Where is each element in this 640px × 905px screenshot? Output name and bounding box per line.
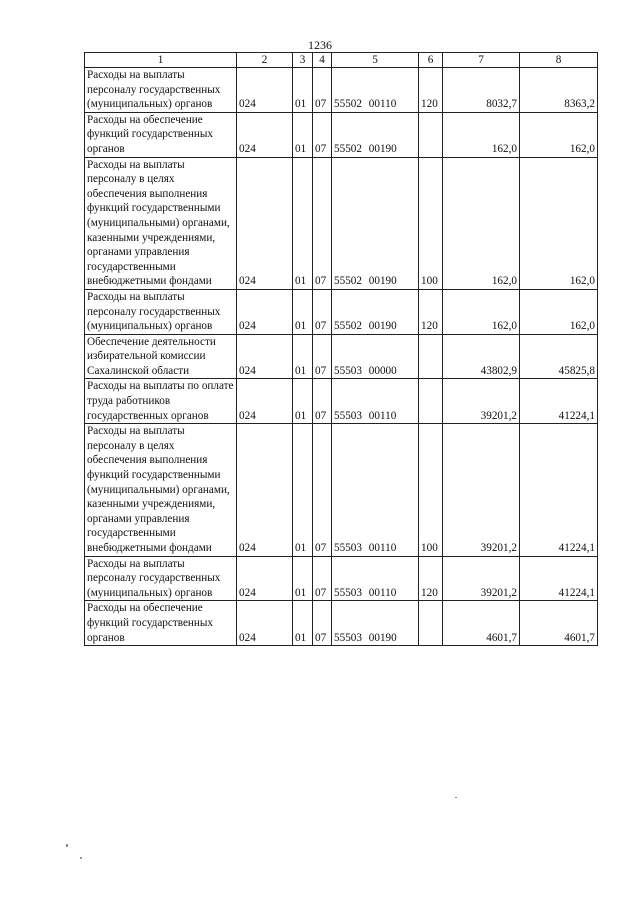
cell-c3: 01 xyxy=(293,379,313,424)
budget-table xyxy=(84,52,598,646)
cell-c8: 41224,1 xyxy=(520,556,598,601)
cell-c8: 41224,1 xyxy=(520,379,598,424)
cell-c6: 120 xyxy=(419,289,443,334)
cell-c2: 024 xyxy=(237,289,293,334)
cell-c6: 100 xyxy=(419,157,443,289)
table-row xyxy=(85,68,598,113)
col-header-5: 5 xyxy=(332,53,419,68)
col-header-6: 6 xyxy=(419,53,443,68)
cell-c6 xyxy=(419,601,443,646)
cell-c4: 07 xyxy=(313,157,332,289)
cell-c3: 01 xyxy=(293,289,313,334)
row-name: Расходы на обеспечение функций государственных органов xyxy=(85,601,237,646)
cell-c6: 120 xyxy=(419,68,443,113)
cell-c5: 55503 00110 xyxy=(332,424,419,556)
cell-c5: 55502 00190 xyxy=(332,112,419,157)
cell-c2: 024 xyxy=(237,334,293,379)
cell-c8: 45825,8 xyxy=(520,334,598,379)
cell-c2: 024 xyxy=(237,556,293,601)
row-name: Расходы на выплаты по оплате труда работников государственных органов xyxy=(85,379,237,424)
cell-c6 xyxy=(419,379,443,424)
cell-c8: 8363,2 xyxy=(520,68,598,113)
cell-c6 xyxy=(419,334,443,379)
cell-c7: 162,0 xyxy=(443,157,520,289)
scan-speck xyxy=(80,857,82,859)
cell-c2: 024 xyxy=(237,112,293,157)
row-name: Расходы на выплаты персоналу государственных (муниципальных) органов xyxy=(85,289,237,334)
col-header-2: 2 xyxy=(237,53,293,68)
cell-c4: 07 xyxy=(313,334,332,379)
cell-c5: 55502 00190 xyxy=(332,157,419,289)
row-name: Расходы на выплаты персоналу в целях обеспечения выполнения функций государственными (муниципальными) органами, казенными учреждениями, органами управления государственными внебюджетными фондами xyxy=(85,424,237,556)
cell-c4: 07 xyxy=(313,112,332,157)
scan-speck xyxy=(455,797,457,798)
col-header-1: 1 xyxy=(85,53,237,68)
table-row xyxy=(85,112,598,157)
col-header-3: 3 xyxy=(293,53,313,68)
cell-c3: 01 xyxy=(293,112,313,157)
cell-c3: 01 xyxy=(293,601,313,646)
cell-c5: 55503 00190 xyxy=(332,601,419,646)
cell-c3: 01 xyxy=(293,556,313,601)
scan-speck xyxy=(66,844,68,847)
cell-c7: 39201,2 xyxy=(443,424,520,556)
cell-c4: 07 xyxy=(313,68,332,113)
cell-c4: 07 xyxy=(313,424,332,556)
row-name: Расходы на обеспечение функций государственных органов xyxy=(85,112,237,157)
row-name: Расходы на выплаты персоналу в целях обеспечения выполнения функций государственными (муниципальными) органами, казенными учреждениями, органами управления государственными внебюджетными фондами xyxy=(85,157,237,289)
row-name: Расходы на выплаты персоналу государственных (муниципальных) органов xyxy=(85,556,237,601)
table-row xyxy=(85,379,598,424)
cell-c4: 07 xyxy=(313,379,332,424)
cell-c5: 55503 00000 xyxy=(332,334,419,379)
cell-c8: 162,0 xyxy=(520,289,598,334)
cell-c5: 55503 00110 xyxy=(332,379,419,424)
cell-c7: 162,0 xyxy=(443,112,520,157)
cell-c7: 39201,2 xyxy=(443,379,520,424)
cell-c5: 55503 00110 xyxy=(332,556,419,601)
table-row xyxy=(85,157,598,289)
cell-c3: 01 xyxy=(293,424,313,556)
cell-c2: 024 xyxy=(237,379,293,424)
cell-c8: 162,0 xyxy=(520,157,598,289)
cell-c2: 024 xyxy=(237,68,293,113)
cell-c3: 01 xyxy=(293,334,313,379)
table-row xyxy=(85,424,598,556)
table-header-row xyxy=(85,53,598,68)
cell-c4: 07 xyxy=(313,601,332,646)
cell-c7: 8032,7 xyxy=(443,68,520,113)
cell-c3: 01 xyxy=(293,68,313,113)
cell-c6 xyxy=(419,112,443,157)
cell-c8: 4601,7 xyxy=(520,601,598,646)
cell-c2: 024 xyxy=(237,601,293,646)
cell-c4: 07 xyxy=(313,556,332,601)
cell-c2: 024 xyxy=(237,157,293,289)
col-header-7: 7 xyxy=(443,53,520,68)
table-row xyxy=(85,334,598,379)
cell-c7: 43802,9 xyxy=(443,334,520,379)
cell-c8: 41224,1 xyxy=(520,424,598,556)
cell-c7: 39201,2 xyxy=(443,556,520,601)
cell-c3: 01 xyxy=(293,157,313,289)
page-number: 1236 xyxy=(308,38,332,52)
col-header-8: 8 xyxy=(520,53,598,68)
cell-c4: 07 xyxy=(313,289,332,334)
cell-c6: 120 xyxy=(419,556,443,601)
row-name: Расходы на выплаты персоналу государственных (муниципальных) органов xyxy=(85,68,237,113)
table-row xyxy=(85,556,598,601)
table-row xyxy=(85,289,598,334)
cell-c7: 162,0 xyxy=(443,289,520,334)
cell-c7: 4601,7 xyxy=(443,601,520,646)
cell-c2: 024 xyxy=(237,424,293,556)
row-name: Обеспечение деятельности избирательной комиссии Сахалинской области xyxy=(85,334,237,379)
table-row xyxy=(85,601,598,646)
cell-c6: 100 xyxy=(419,424,443,556)
cell-c5: 55502 00190 xyxy=(332,289,419,334)
cell-c8: 162,0 xyxy=(520,112,598,157)
cell-c5: 55502 00110 xyxy=(332,68,419,113)
col-header-4: 4 xyxy=(313,53,332,68)
